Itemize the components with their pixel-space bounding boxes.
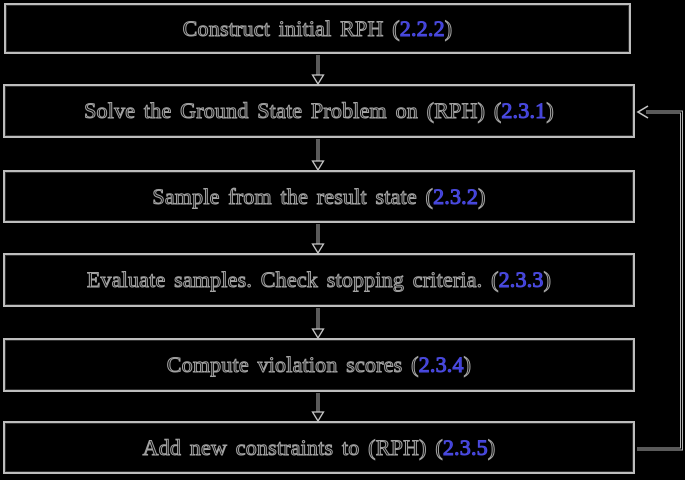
node-label — [87, 269, 551, 291]
flow-node-construct-initial-rph — [4, 3, 631, 54]
node-text: ) — [546, 98, 554, 123]
section-ref-link-232[interactable]: 2.3.2 — [433, 183, 479, 209]
node-label — [182, 15, 453, 41]
down-arrow-icon — [313, 224, 324, 253]
node-label — [142, 434, 496, 460]
node-text: Compute violation scores ( — [166, 352, 419, 377]
node-text: ) — [478, 183, 486, 209]
section-ref-link-235[interactable]: 2.3.5 — [442, 434, 488, 460]
section-ref-link-234[interactable]: 2.3.4 — [418, 352, 464, 377]
down-arrow-icon — [313, 308, 324, 338]
down-arrow-icon — [313, 139, 324, 170]
node-label — [167, 354, 471, 376]
flow-node-add-new-constraints — [3, 421, 635, 474]
node-label — [152, 183, 486, 209]
down-arrow-icon — [313, 393, 324, 421]
node-text: Add new constraints to (RPH) ( — [142, 434, 443, 460]
node-text: ) — [543, 267, 552, 292]
flow-node-sample-result-state — [3, 170, 635, 223]
loopback-arrow-icon — [637, 106, 682, 449]
node-label — [84, 100, 554, 122]
down-arrow-icon — [313, 55, 324, 84]
node-text: ) — [487, 434, 496, 460]
section-ref-link-231[interactable]: 2.3.1 — [501, 98, 547, 123]
node-text: Construct initial RPH ( — [182, 15, 400, 41]
node-text: Sample from the result state ( — [152, 183, 434, 209]
section-ref-link-222[interactable]: 2.2.2 — [399, 15, 445, 41]
node-text: ) — [463, 352, 472, 377]
flow-node-compute-violation-scores — [3, 338, 635, 392]
node-text: ) — [444, 15, 453, 41]
node-text: Evaluate samples. Check stopping criteria. ( — [86, 267, 499, 292]
section-ref-link-233[interactable]: 2.3.3 — [498, 267, 544, 292]
node-text: Solve the Ground State Problem on (RPH) ( — [84, 98, 502, 123]
flow-node-solve-ground-state-problem — [3, 84, 635, 138]
flow-node-evaluate-samples — [3, 253, 635, 307]
